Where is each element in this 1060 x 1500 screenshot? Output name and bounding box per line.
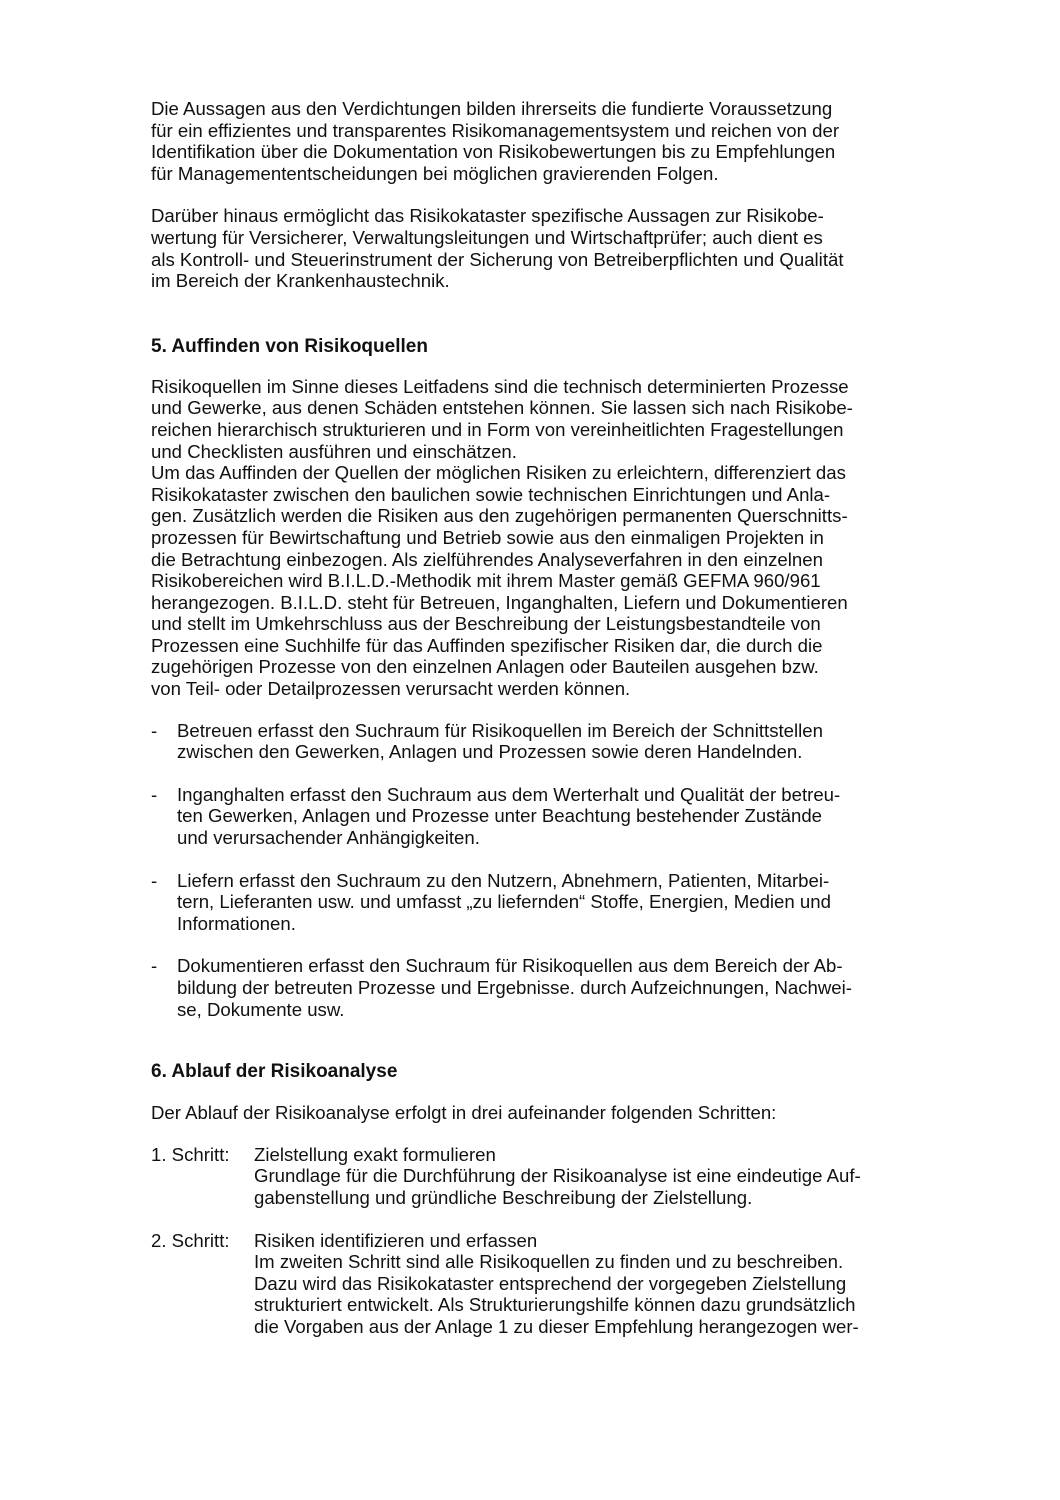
- analysis-steps: [151, 1144, 960, 1338]
- text-line: se, Dokumente usw.: [177, 998, 345, 1020]
- text-line: Dazu wird das Risikokataster entsprechend der vorgegeben Zielstellung: [254, 1272, 847, 1294]
- text-line: für ein effizientes und transparentes Risikomanagementsystem und reichen von der: [151, 119, 840, 141]
- text-line: und Gewerke, aus denen Schäden entstehen können. Sie lassen sich nach Risikobe-: [151, 397, 853, 419]
- text-line: als Kontroll- und Steuerinstrument der Sicherung von Betreiberpflichten und Qualität: [151, 248, 844, 270]
- paragraph-risk-management: [151, 98, 960, 184]
- section-6-intro: [151, 1102, 960, 1124]
- text-line: und Checklisten ausführen und einschätzen.: [151, 440, 517, 462]
- text-line: reichen hierarchisch strukturieren und in Form von vereinheitlichten Fragestellungen: [151, 418, 844, 440]
- text-line: Die Aussagen aus den Verdichtungen bilden ihrerseits die fundierte Voraussetzung: [151, 98, 833, 119]
- step-2: [151, 1230, 960, 1338]
- text-line: Prozessen eine Suchhilfe für das Auffinden spezifischer Risiken dar, die durch die: [151, 634, 823, 656]
- text-line: strukturiert entwickelt. Als Strukturierungshilfe können dazu grundsätzlich: [254, 1294, 856, 1316]
- text-line: herangezogen. B.I.L.D. steht für Betreuen, Inganghalten, Liefern und Dokumentieren: [151, 591, 848, 613]
- text-line: Inganghalten erfasst den Suchraum aus dem Werterhalt und Qualität der betreu-: [177, 783, 841, 805]
- step-label: 1. Schritt:: [151, 1143, 230, 1165]
- text-line: tern, Lieferanten usw. und umfasst „zu liefernden“ Stoffe, Energien, Medien und: [177, 891, 831, 913]
- text-line: und verursachender Anhängigkeiten.: [177, 827, 480, 849]
- bullet-dash: -: [151, 955, 158, 977]
- text-line: Im zweiten Schritt sind alle Risikoquellen zu finden und zu beschreiben.: [254, 1251, 844, 1273]
- list-item-inganghalten: [151, 784, 960, 849]
- text-line: Grundlage für die Durchführung der Risikoanalyse ist eine eindeutige Auf-: [254, 1165, 861, 1187]
- text-line: Risikokataster zwischen den baulichen sowie technischen Einrichtungen und Anla-: [151, 483, 831, 505]
- bullet-dash: -: [151, 783, 158, 805]
- text-line: Um das Auffinden der Quellen der möglichen Risiken zu erleichtern, differenziert das: [151, 462, 846, 484]
- text-line: Risikobereichen wird B.I.L.D.-Methodik mit ihrem Master gemäß GEFMA 960/961: [151, 570, 821, 592]
- bild-bullet-list: [151, 720, 960, 1021]
- text-line: von Teil- oder Detailprozessen verursacht werden können.: [151, 678, 631, 700]
- text-line: Dokumentieren erfasst den Suchraum für Risikoquellen aus dem Bereich der Ab-: [177, 955, 843, 977]
- list-item-liefern: [151, 870, 960, 935]
- text-line: Informationen.: [177, 912, 296, 934]
- step-title: Risiken identifizieren und erfassen: [254, 1229, 538, 1251]
- step-1: [151, 1144, 960, 1209]
- text-line: zugehörigen Prozesse von den einzelnen Anlagen oder Bauteilen ausgehen bzw.: [151, 656, 819, 678]
- text-line: Risikoquellen im Sinne dieses Leitfadens sind die technisch determinierten Prozesse: [151, 375, 849, 397]
- section-6-heading: 6. Ablauf der Risikoanalyse: [151, 1061, 398, 1083]
- text-line: bildung der betreuten Prozesse und Ergebnisse. durch Aufzeichnungen, Nachwei-: [177, 977, 852, 998]
- text-line: und stellt im Umkehrschluss aus der Beschreibung der Leistungsbestandteile von: [151, 613, 821, 635]
- list-item-dokumentieren: [151, 955, 960, 1020]
- text-line: wertung für Versicherer, Verwaltungsleitungen und Wirtschaftprüfer; auch dient es: [151, 226, 823, 248]
- text-line: Darüber hinaus ermöglicht das Risikokataster spezifische Aussagen zur Risikobe-: [151, 205, 824, 227]
- bullet-dash: -: [151, 869, 158, 891]
- paragraph-risk-cadastre: [151, 205, 960, 291]
- text-line: Betreuen erfasst den Suchraum für Risikoquellen im Bereich der Schnittstellen: [177, 719, 823, 741]
- section-5-paragraph: [151, 376, 960, 700]
- text-line: zwischen den Gewerken, Anlagen und Prozessen sowie deren Handelnden.: [177, 741, 803, 763]
- text-line: die Betrachtung einbezogen. Als zielführendes Analyseverfahren in den einzelnen: [151, 548, 823, 570]
- text-line: Der Ablauf der Risikoanalyse erfolgt in drei aufeinander folgenden Schritten:: [151, 1102, 777, 1124]
- section-5-heading: 5. Auffinden von Risikoquellen: [151, 335, 428, 357]
- text-line: ten Gewerken, Anlagen und Prozesse unter Beachtung bestehender Zustände: [177, 805, 823, 827]
- text-line: prozessen für Bewirtschaftung und Betrieb sowie aus den einmaligen Projekten in: [151, 526, 824, 548]
- text-line: die Vorgaben aus der Anlage 1 zu dieser Empfehlung herangezogen wer-: [254, 1315, 859, 1337]
- step-title: Zielstellung exakt formulieren: [254, 1143, 496, 1165]
- step-label: 2. Schritt:: [151, 1229, 230, 1251]
- text-line: gabenstellung und gründliche Beschreibung der Zielstellung.: [254, 1186, 753, 1208]
- text-line: gen. Zusätzlich werden die Risiken aus den zugehörigen permanenten Querschnitts-: [151, 505, 848, 527]
- text-line: im Bereich der Krankenhaustechnik.: [151, 270, 450, 292]
- text-line: Identifikation über die Dokumentation von Risikobewertungen bis zu Empfehlungen: [151, 141, 836, 163]
- text-line: für Managemententscheidungen bei möglichen gravierenden Folgen.: [151, 162, 719, 184]
- text-line: Liefern erfasst den Suchraum zu den Nutzern, Abnehmern, Patienten, Mitarbei-: [177, 869, 830, 891]
- bullet-dash: -: [151, 719, 158, 741]
- list-item-betreuen: [151, 720, 960, 763]
